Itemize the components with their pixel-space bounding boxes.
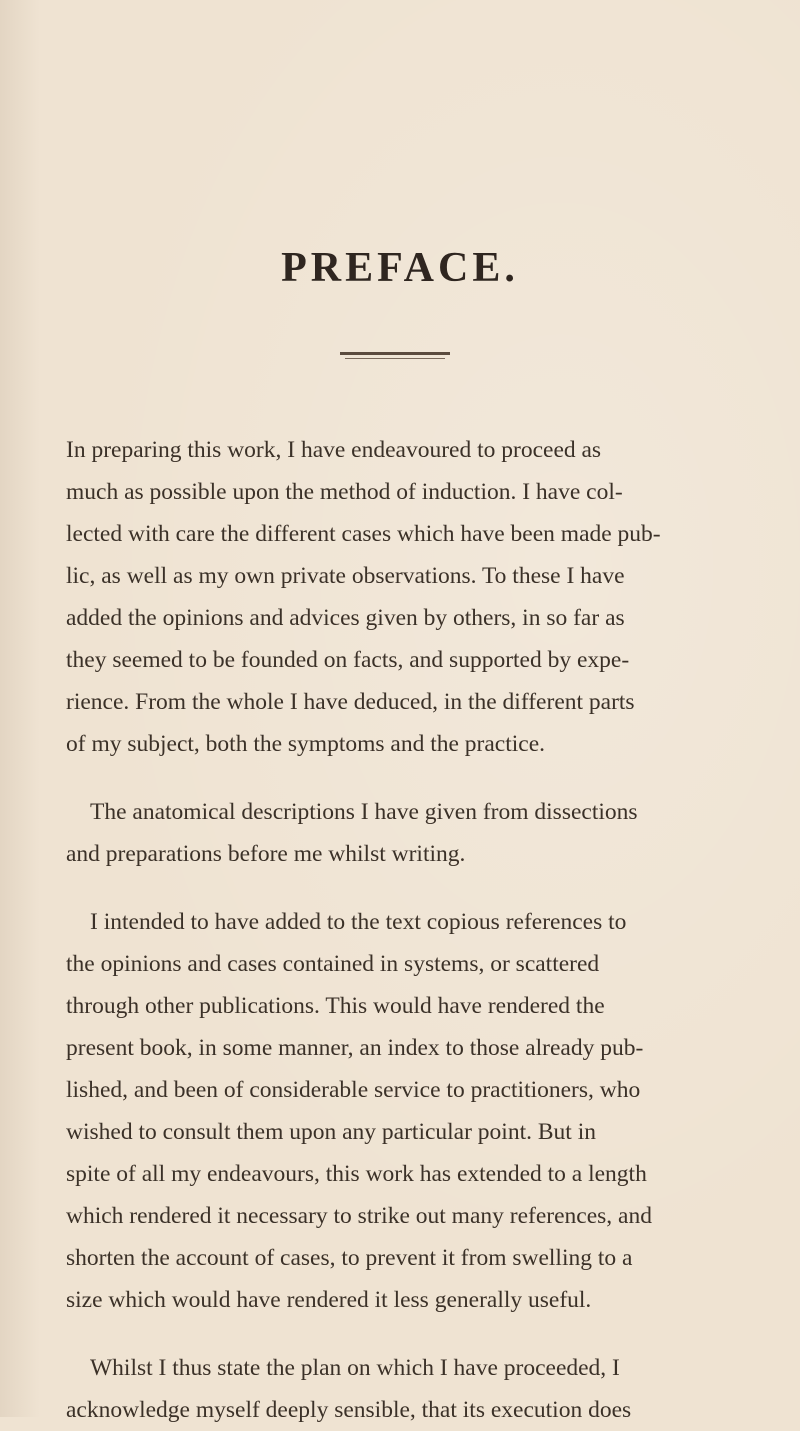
line: wished to consult them upon any particular point. But in [66,1119,596,1145]
line: lished, and been of considerable service to practitioners, who [66,1077,641,1103]
line: shorten the account of cases, to prevent it from swelling to a [66,1245,633,1271]
title-rule [340,352,450,355]
preface-body [66,429,756,1431]
line: much as possible upon the method of induction. I have col- [66,479,623,505]
line: spite of all my endeavours, this work has extended to a length [66,1161,647,1187]
line: lected with care the different cases which have been made pub- [66,521,661,547]
line: of my subject, both the symptoms and the practice. [66,731,546,757]
line: acknowledge myself deeply sensible, that its execution does [66,1397,632,1423]
line: added the opinions and advices given by others, in so far as [66,605,625,631]
paragraph-3 [66,901,756,1321]
page-title: PREFACE. [281,245,519,291]
line: which rendered it necessary to strike out many references, and [66,1203,652,1229]
line: the opinions and cases contained in systems, or scattered [66,951,600,977]
paragraph-2 [66,791,756,875]
line: through other publications. This would have rendered the [66,993,605,1019]
paragraph-4 [66,1347,756,1431]
line: they seemed to be founded on facts, and supported by expe- [66,647,630,673]
line: and preparations before me whilst writing. [66,841,466,867]
line: lic, as well as my own private observations. To these I have [66,563,625,589]
line: I intended to have added to the text copious references to [90,909,627,935]
line: In preparing this work, I have endeavoured to proceed as [66,437,602,463]
paragraph-1 [66,429,756,765]
line: The anatomical descriptions I have given from dissections [90,799,638,825]
line: rience. From the whole I have deduced, in the different parts [66,689,635,715]
title-rule-thin [345,358,445,359]
line: Whilst I thus state the plan on which I have proceeded, I [90,1355,620,1381]
line: size which would have rendered it less generally useful. [66,1287,592,1313]
line: present book, in some manner, an index to those already pub- [66,1035,644,1061]
